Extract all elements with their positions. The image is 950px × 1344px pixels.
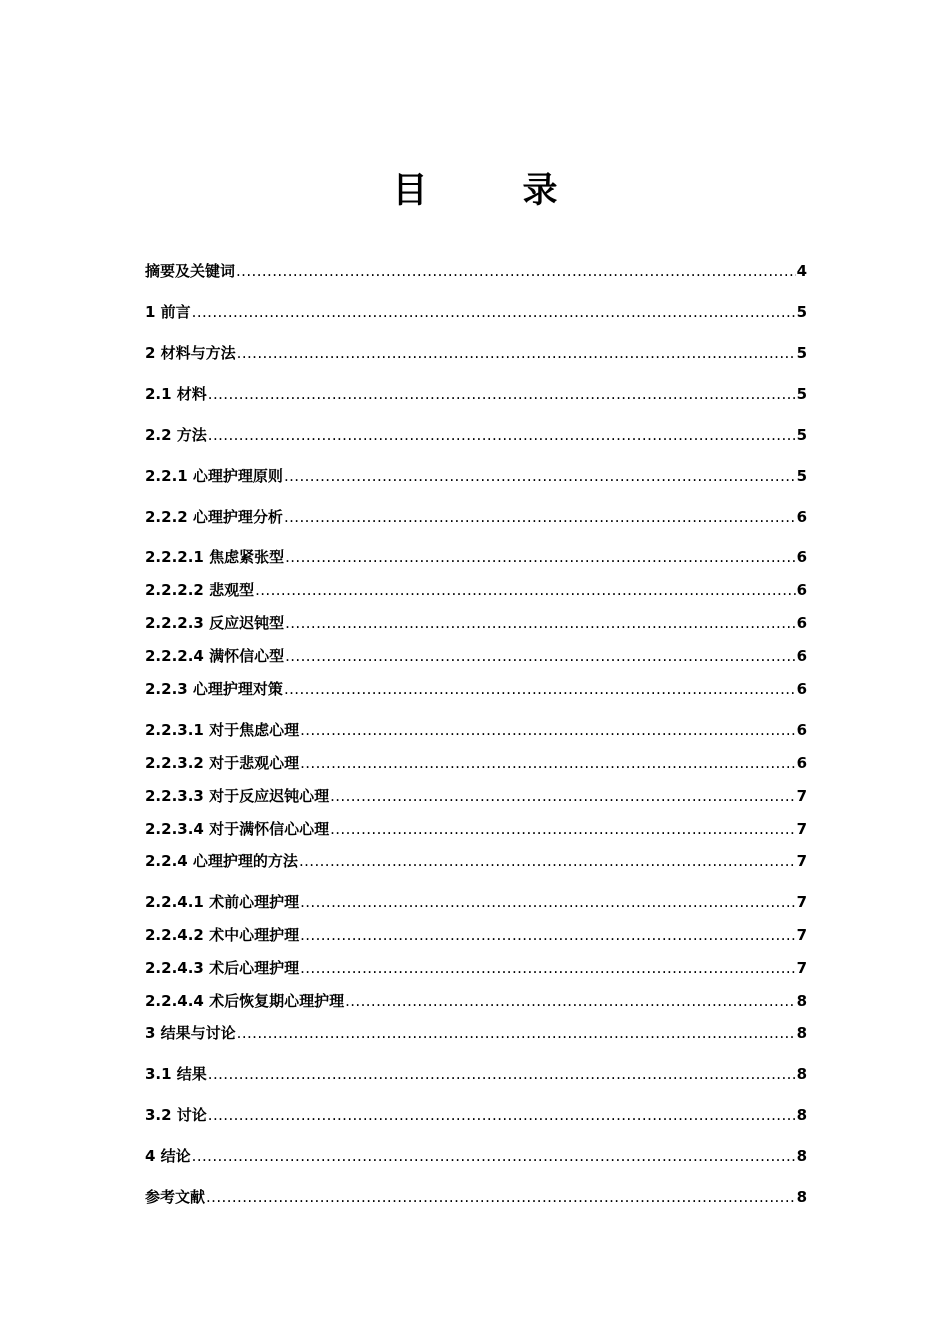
toc-dot-leader [208, 425, 796, 445]
toc-dot-leader [300, 753, 795, 773]
toc-entry-page-number: 5 [796, 426, 807, 444]
toc-entry[interactable] [145, 751, 807, 773]
toc-entry-label: 2.2.4.4 术后恢复期心理护理 [145, 992, 345, 1010]
toc-entry-label: 2.2.2 心理护理分析 [145, 508, 283, 526]
toc-dot-leader [206, 1187, 796, 1207]
toc-entry-label: 2.1 材料 [145, 385, 207, 403]
toc-dot-leader [330, 819, 795, 839]
toc-title: 目 录 [392, 171, 588, 211]
toc-entry-label: 3.2 讨论 [145, 1106, 207, 1124]
toc-dot-leader [330, 786, 795, 806]
toc-entry[interactable] [145, 849, 807, 871]
toc-dot-leader [208, 1064, 796, 1084]
toc-entry[interactable] [145, 578, 807, 600]
toc-entry-label: 4 结论 [145, 1147, 191, 1165]
toc-entry-label: 3 结果与讨论 [145, 1024, 236, 1042]
toc-entry[interactable] [145, 989, 807, 1011]
toc-dot-leader [208, 1105, 796, 1125]
toc-entry-page-number: 6 [796, 680, 807, 698]
toc-entry-page-number: 6 [796, 754, 807, 772]
toc-entry[interactable] [145, 300, 807, 322]
toc-entry-page-number: 7 [796, 787, 807, 805]
toc-entry[interactable] [145, 1185, 807, 1207]
toc-entry-label: 2.2.2.3 反应迟钝型 [145, 614, 285, 632]
toc-entry[interactable] [145, 644, 807, 666]
toc-entry-page-number: 5 [796, 303, 807, 321]
toc-entry-page-number: 5 [796, 385, 807, 403]
toc-entry[interactable] [145, 464, 807, 486]
toc-entry-label: 2.2.3.2 对于悲观心理 [145, 754, 300, 772]
toc-entry-label: 2.2.3.4 对于满怀信心心理 [145, 820, 330, 838]
toc-entry-page-number: 6 [796, 647, 807, 665]
toc-list [145, 0, 807, 1344]
toc-dot-leader [236, 261, 796, 281]
toc-dot-leader [300, 720, 795, 740]
toc-entry-label: 2.2.1 心理护理原则 [145, 467, 283, 485]
toc-entry-page-number: 6 [796, 614, 807, 632]
toc-entry-page-number: 6 [796, 508, 807, 526]
toc-entry[interactable] [145, 817, 807, 839]
toc-entry-page-number: 6 [796, 721, 807, 739]
toc-entry[interactable] [145, 611, 807, 633]
toc-dot-leader [300, 925, 795, 945]
toc-dot-leader [284, 507, 796, 527]
toc-entry-page-number: 8 [796, 1065, 807, 1083]
toc-dot-leader [284, 679, 796, 699]
toc-entry-label: 2.2.2.4 满怀信心型 [145, 647, 285, 665]
toc-entry-label: 2.2.4.2 术中心理护理 [145, 926, 300, 944]
toc-entry-label: 2.2.4 心理护理的方法 [145, 852, 298, 870]
toc-entry-page-number: 8 [796, 1024, 807, 1042]
toc-entry[interactable] [145, 923, 807, 945]
toc-entry-page-number: 7 [796, 852, 807, 870]
toc-dot-leader [300, 892, 795, 912]
toc-entry[interactable] [145, 890, 807, 912]
toc-entry-label: 2 材料与方法 [145, 344, 236, 362]
toc-entry-label: 2.2.2.2 悲观型 [145, 581, 255, 599]
toc-dot-leader [284, 466, 796, 486]
toc-dot-leader [300, 958, 795, 978]
toc-dot-leader [255, 580, 795, 600]
toc-entry-page-number: 8 [796, 992, 807, 1010]
toc-entry-label: 参考文献 [145, 1188, 206, 1206]
toc-entry[interactable] [145, 545, 807, 567]
toc-entry-label: 2.2 方法 [145, 426, 207, 444]
toc-dot-leader [285, 547, 795, 567]
toc-dot-leader [345, 991, 795, 1011]
toc-entry-page-number: 7 [796, 926, 807, 944]
toc-entry-page-number: 8 [796, 1188, 807, 1206]
toc-entry-label: 2.2.3 心理护理对策 [145, 680, 283, 698]
toc-entry[interactable] [145, 423, 807, 445]
toc-dot-leader [285, 646, 795, 666]
toc-entry-page-number: 8 [796, 1147, 807, 1165]
toc-entry[interactable] [145, 1144, 807, 1166]
toc-entry[interactable] [145, 259, 807, 281]
toc-entry[interactable] [145, 956, 807, 978]
toc-dot-leader [208, 384, 796, 404]
toc-dot-leader [285, 613, 795, 633]
toc-entry[interactable] [145, 1062, 807, 1084]
toc-entry-label: 2.2.3.3 对于反应迟钝心理 [145, 787, 330, 805]
toc-entry-label: 2.2.3.1 对于焦虑心理 [145, 721, 300, 739]
toc-entry-page-number: 7 [796, 959, 807, 977]
toc-entry-page-number: 7 [796, 893, 807, 911]
toc-dot-leader [237, 343, 796, 363]
toc-entry-page-number: 8 [796, 1106, 807, 1124]
toc-entry-page-number: 4 [796, 262, 807, 280]
toc-entry-page-number: 5 [796, 467, 807, 485]
toc-entry[interactable] [145, 382, 807, 404]
toc-entry-page-number: 7 [796, 820, 807, 838]
toc-entry-page-number: 6 [796, 548, 807, 566]
toc-entry[interactable] [145, 718, 807, 740]
toc-entry-label: 2.2.2.1 焦虑紧张型 [145, 548, 285, 566]
toc-entry[interactable] [145, 341, 807, 363]
toc-dot-leader [299, 851, 796, 871]
toc-dot-leader [237, 1023, 796, 1043]
toc-dot-leader [192, 1146, 796, 1166]
toc-entry-label: 摘要及关键词 [145, 262, 236, 280]
toc-entry[interactable] [145, 677, 807, 699]
toc-entry-label: 3.1 结果 [145, 1065, 207, 1083]
toc-entry-page-number: 6 [796, 581, 807, 599]
toc-entry-page-number: 5 [796, 344, 807, 362]
toc-entry[interactable] [145, 1103, 807, 1125]
toc-entry-label: 1 前言 [145, 303, 191, 321]
toc-entry[interactable] [145, 505, 807, 527]
toc-dot-leader [192, 302, 796, 322]
toc-entry-label: 2.2.4.1 术前心理护理 [145, 893, 300, 911]
toc-entry[interactable] [145, 1021, 807, 1043]
toc-entry-label: 2.2.4.3 术后心理护理 [145, 959, 300, 977]
toc-entry[interactable] [145, 784, 807, 806]
